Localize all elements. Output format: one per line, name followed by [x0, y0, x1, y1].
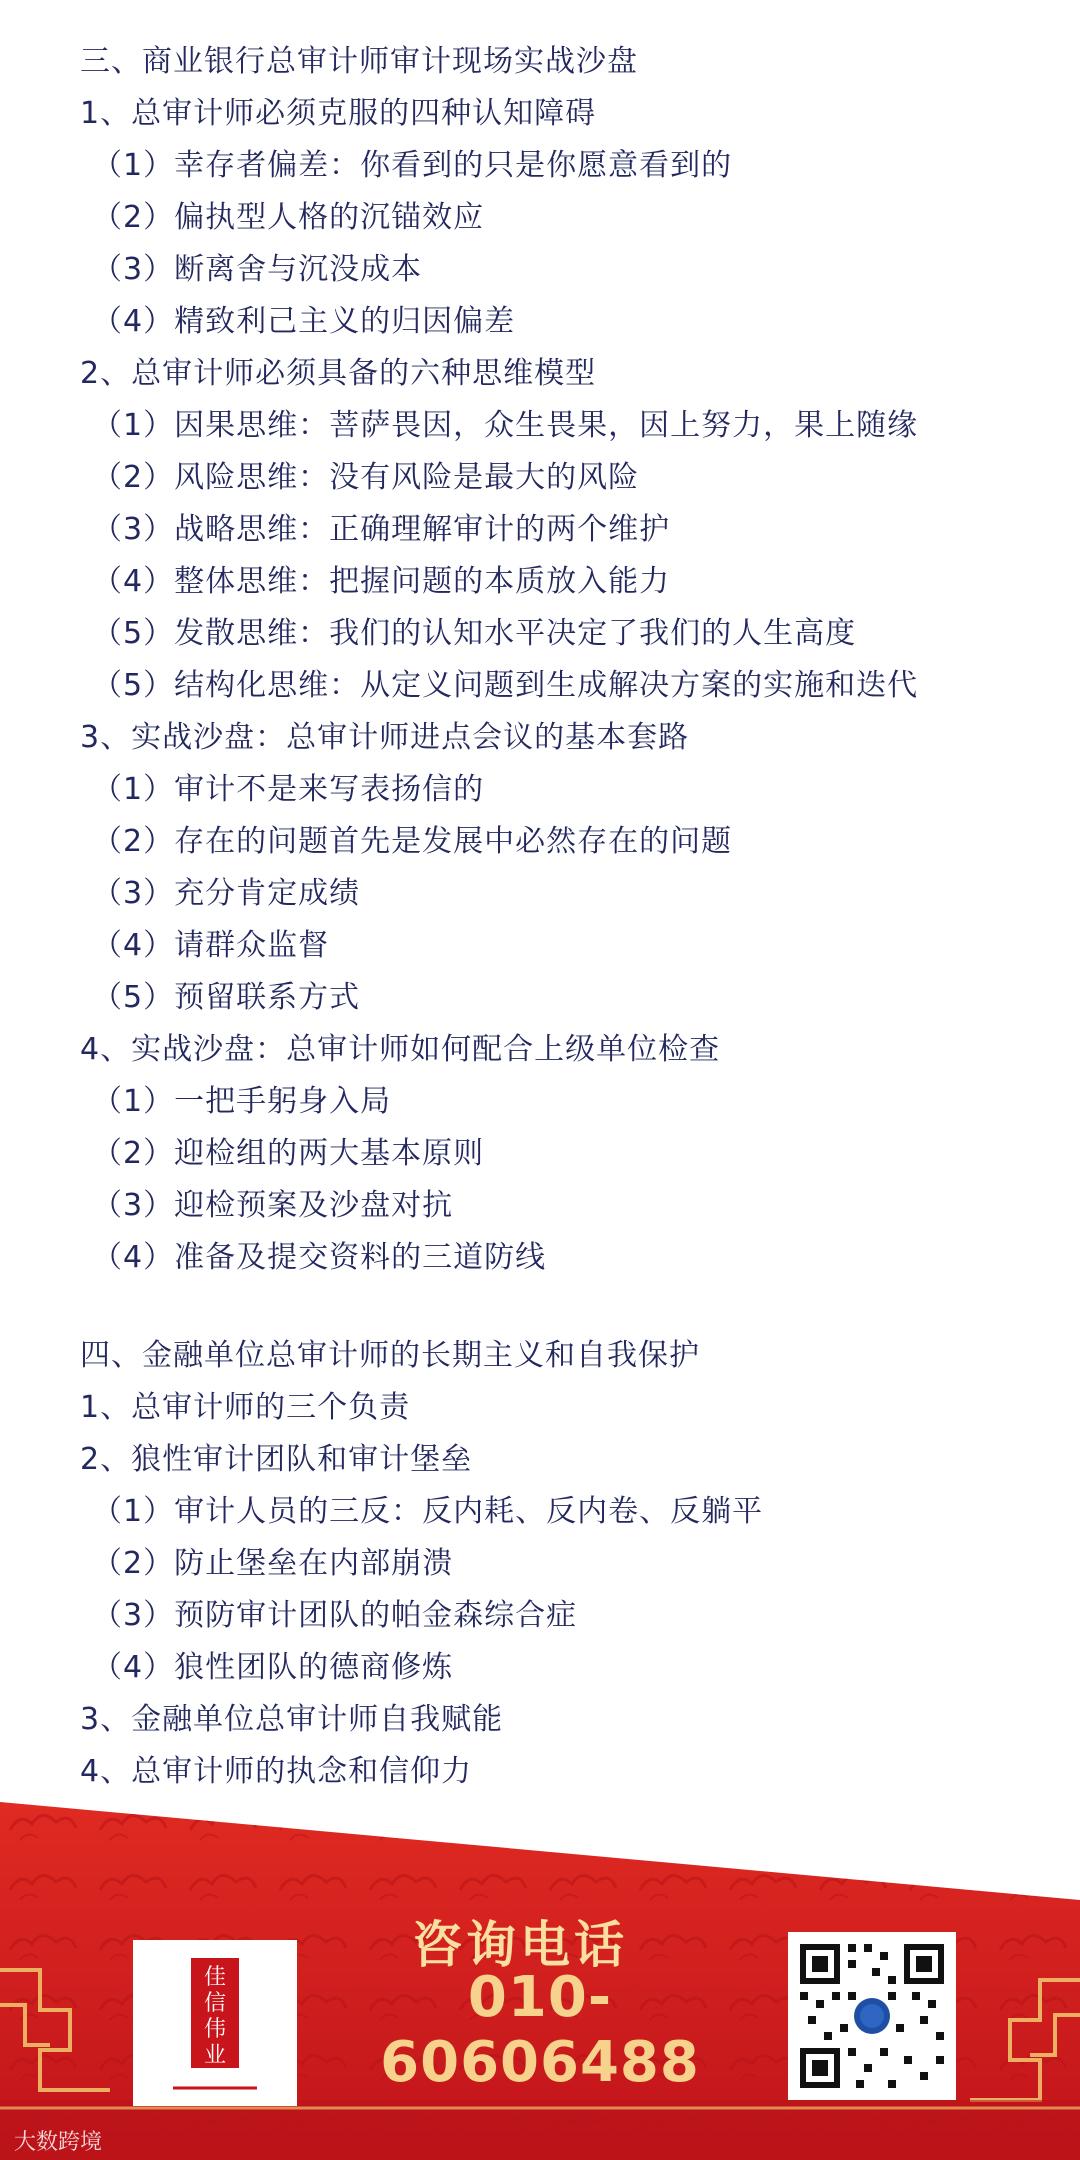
- list-item: （1）审计不是来写表扬信的: [92, 772, 485, 807]
- section-heading: 四、金融单位总审计师的长期主义和自我保护: [80, 1338, 700, 1373]
- list-item: （4）请群众监督: [92, 928, 330, 963]
- phone-title: 咨询电话: [412, 1916, 628, 1974]
- svg-text:业: 业: [203, 2043, 227, 2068]
- qr-code: [788, 1932, 956, 2100]
- list-item: （3）预防审计团队的帕金森综合症: [92, 1598, 578, 1633]
- list-item: （4）狼性团队的德商修炼: [92, 1650, 454, 1685]
- list-item: （5）发散思维：我们的认知水平决定了我们的人生高度: [92, 616, 857, 651]
- watermark: 大数跨境: [14, 2130, 103, 2155]
- phone-number[interactable]: 010-60606488: [380, 1965, 700, 2095]
- list-item: （2）风险思维：没有风险是最大的风险: [92, 460, 640, 495]
- list-item: （1）因果思维：菩萨畏因，众生畏果，因上努力，果上随缘: [92, 408, 919, 443]
- qr-code-icon: [788, 1932, 956, 2100]
- list-item: 2、狼性审计团队和审计堡垒: [80, 1442, 473, 1477]
- svg-text:伟: 伟: [203, 2017, 227, 2042]
- list-item: （5）预留联系方式: [92, 980, 361, 1015]
- list-item: （3）充分肯定成绩: [92, 876, 361, 911]
- list-item: （3）战略思维：正确理解审计的两个维护: [92, 512, 671, 547]
- list-item: （2）迎检组的两大基本原则: [92, 1136, 485, 1171]
- list-item: （1）幸存者偏差：你看到的只是你愿意看到的: [92, 148, 733, 183]
- list-item: 4、实战沙盘：总审计师如何配合上级单位检查: [80, 1032, 721, 1067]
- section-heading: 三、商业银行总审计师审计现场实战沙盘: [80, 44, 638, 79]
- list-item: （3）迎检预案及沙盘对抗: [92, 1188, 454, 1223]
- list-item: （2）存在的问题首先是发展中必然存在的问题: [92, 824, 733, 859]
- list-item: （4）准备及提交资料的三道防线: [92, 1240, 547, 1275]
- seal-icon: [133, 1940, 297, 2106]
- list-item: 3、实战沙盘：总审计师进点会议的基本套路: [80, 720, 690, 755]
- list-item: （2）偏执型人格的沉锚效应: [92, 200, 485, 235]
- svg-text:佳: 佳: [203, 1965, 227, 1990]
- list-item: （4）精致利己主义的归因偏差: [92, 304, 516, 339]
- list-item: 3、金融单位总审计师自我赋能: [80, 1702, 504, 1737]
- list-item: （5）结构化思维：从定义问题到生成解决方案的实施和迭代: [92, 668, 919, 703]
- company-logo: [133, 1940, 297, 2106]
- list-item: 1、总审计师的三个负责: [80, 1390, 411, 1425]
- list-item: 2、总审计师必须具备的六种思维模型: [80, 356, 597, 391]
- list-item: （3）断离舍与沉没成本: [92, 252, 423, 287]
- svg-text:信: 信: [203, 1991, 227, 2016]
- list-item: 1、总审计师必须克服的四种认知障碍: [80, 96, 597, 131]
- list-item: 4、总审计师的执念和信仰力: [80, 1754, 473, 1789]
- list-item: （2）防止堡垒在内部崩溃: [92, 1546, 454, 1581]
- list-item: （1）审计人员的三反：反内耗、反内卷、反躺平: [92, 1494, 764, 1529]
- list-item: （1）一把手躬身入局: [92, 1084, 392, 1119]
- list-item: （4）整体思维：把握问题的本质放入能力: [92, 564, 671, 599]
